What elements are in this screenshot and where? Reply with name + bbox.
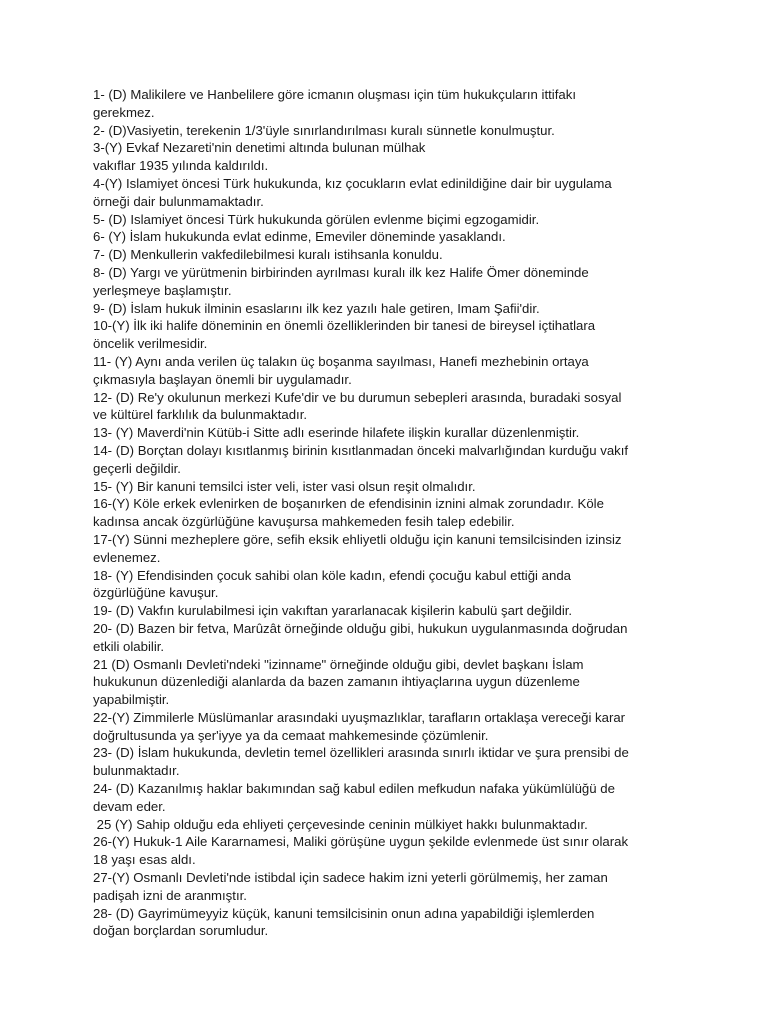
text-line: doğrultusunda ya şer'iyye ya da cemaat mahkemesinde çözümlenir. (93, 727, 489, 743)
text-line: gerekmez. (93, 104, 155, 120)
text-line: 7- (D) Menkullerin vakfedilebilmesi kuralı istihsanla konuldu. (93, 247, 443, 263)
text-line: 5- (D) Islamiyet öncesi Türk hukukunda görülen evlenme biçimi egzogamidir. (93, 211, 540, 227)
text-line: 8- (D) Yargı ve yürütmenin birbirinden ayrılması kuralı ilk kez Halife Ömer döneminde (93, 264, 589, 280)
text-line: 24- (D) Kazanılmış haklar bakımından sağ kabul edilen mefkudun nafaka yükümlülüğü de (93, 781, 615, 797)
text-line: 13- (Y) Maverdi'nin Kütüb-i Sitte adlı eserinde hilafete ilişkin kurallar düzenlenmiştir. (93, 425, 580, 441)
text-line: 15- (Y) Bir kanuni temsilci ister veli, ister vasi olsun reşit olmalıdır. (93, 478, 476, 494)
text-line: 6- (Y) İslam hukukunda evlat edinme, Emeviler döneminde yasaklandı. (93, 229, 506, 245)
text-line: 10-(Y) İlk iki halife döneminin en önemli özelliklerinden bir tanesi de bireysel içtihatlara (93, 318, 596, 334)
text-line: 18 yaşı esas aldı. (93, 852, 196, 868)
text-line: 16-(Y) Köle erkek evlenirken de boşanırken de efendisinin iznini almak zorundadır. Köle (93, 496, 604, 512)
text-line: devam eder. (93, 798, 166, 814)
text-line: öncelik verilmesidir. (93, 336, 208, 352)
text-line: 9- (D) İslam hukuk ilminin esaslarını ilk kez yazılı hale getiren, Imam Şafii'dir. (93, 300, 540, 316)
text-line: 26-(Y) Hukuk-1 Aile Kararnamesi, Maliki görüşüne uygun şekilde evlenmede üst sınır olarak (93, 834, 629, 850)
text-line: 27-(Y) Osmanlı Devleti'nde istibdal için sadece hakim izni yeterli görülmemiş, her zaman (93, 870, 608, 886)
document-page (93, 86, 683, 958)
text-line: 4-(Y) Islamiyet öncesi Türk hukukunda, kız çocukların evlat edinildiğine dair bir uygulama (93, 175, 612, 191)
text-line: 1- (D) Malikilere ve Hanbelilere göre icmanın oluşması için tüm hukukçuların ittifakı (93, 87, 576, 102)
text-line: çıkmasıyla başlayan önemli bir uygulamadır. (93, 371, 352, 387)
text-line: kadınsa ancak özgürlüğüne kavuşursa mahkemeden fesih talep edebilir. (93, 514, 515, 530)
text-line: 20- (D) Bazen bir fetva, Marûzât örneğinde olduğu gibi, hukukun uygulanmasında doğrudan (93, 620, 628, 636)
text-line: özgürlüğüne kavuşur. (93, 585, 219, 601)
text-line: örneği dair bulunmamaktadır. (93, 193, 264, 209)
text-line: ve kültürel farklılık da bulunmaktadır. (93, 407, 308, 423)
text-line: 12- (D) Re'y okulunun merkezi Kufe'dir ve bu durumun sebepleri arasında, buradaki sosyal (93, 389, 622, 405)
text-line: 11- (Y) Aynı anda verilen üç talakın üç boşanma sayılması, Hanefi mezhebinin ortaya (93, 353, 589, 369)
text-line: 22-(Y) Zimmilerle Müslümanlar arasındaki uyuşmazlıklar, tarafların ortaklaşa vereceği karar (93, 709, 626, 725)
text-line: 25 (Y) Sahip olduğu eda ehliyeti çerçevesinde ceninin mülkiyet hakkı bulunmaktadır. (93, 816, 588, 832)
text-line: evlenemez. (93, 549, 161, 565)
text-line (93, 940, 683, 958)
text-line: 14- (D) Borçtan dolayı kısıtlanmış birinin kısıtlanmadan önceki malvarlığından kurduğu vakıf (93, 442, 629, 458)
text-line: yapabilmiştir. (93, 692, 170, 708)
text-line: bulunmaktadır. (93, 763, 180, 779)
text-line: 28- (D) Gayrimümeyyiz küçük, kanuni temsilcisinin onun adına yapabildiği işlemlerden (93, 905, 595, 921)
text-line: 3-(Y) Evkaf Nezareti'nin denetimi altında bulunan mülhak (93, 140, 426, 156)
text-line: doğan borçlardan sorumludur. (93, 923, 269, 939)
text-line: yerleşmeye başlamıştır. (93, 282, 232, 298)
text-line: hukukunun düzenlediği alanlarda da bazen zamanın ihtiyaçlarına uygun düzenleme (93, 674, 580, 690)
text-line: vakıflar 1935 yılında kaldırıldı. (93, 158, 269, 174)
text-line: 18- (Y) Efendisinden çocuk sahibi olan köle kadın, efendi çocuğu kabul ettiği anda (93, 567, 571, 583)
text-line: 19- (D) Vakfın kurulabilmesi için vakıftan yararlanacak kişilerin kabulü şart değildir. (93, 603, 573, 619)
text-line: 17-(Y) Sünni mezheplere göre, sefih eksik ehliyetli olduğu için kanuni temsilcisinden izinsiz (93, 531, 622, 547)
text-line: etkili olabilir. (93, 638, 165, 654)
text-line: 21 (D) Osmanlı Devleti'ndeki "izinname" örneğinde olduğu gibi, devlet başkanı İslam (93, 656, 584, 672)
text-line: padişah izni de aranmıştır. (93, 887, 247, 903)
text-line: 2- (D)Vasiyetin, terekenin 1/3'üyle sınırlandırılması kuralı sünnetle konulmuştur. (93, 122, 555, 138)
text-line: geçerli değildir. (93, 460, 181, 476)
text-line: 23- (D) İslam hukukunda, devletin temel özellikleri arasında sınırlı iktidar ve şura prensibi de (93, 745, 629, 761)
